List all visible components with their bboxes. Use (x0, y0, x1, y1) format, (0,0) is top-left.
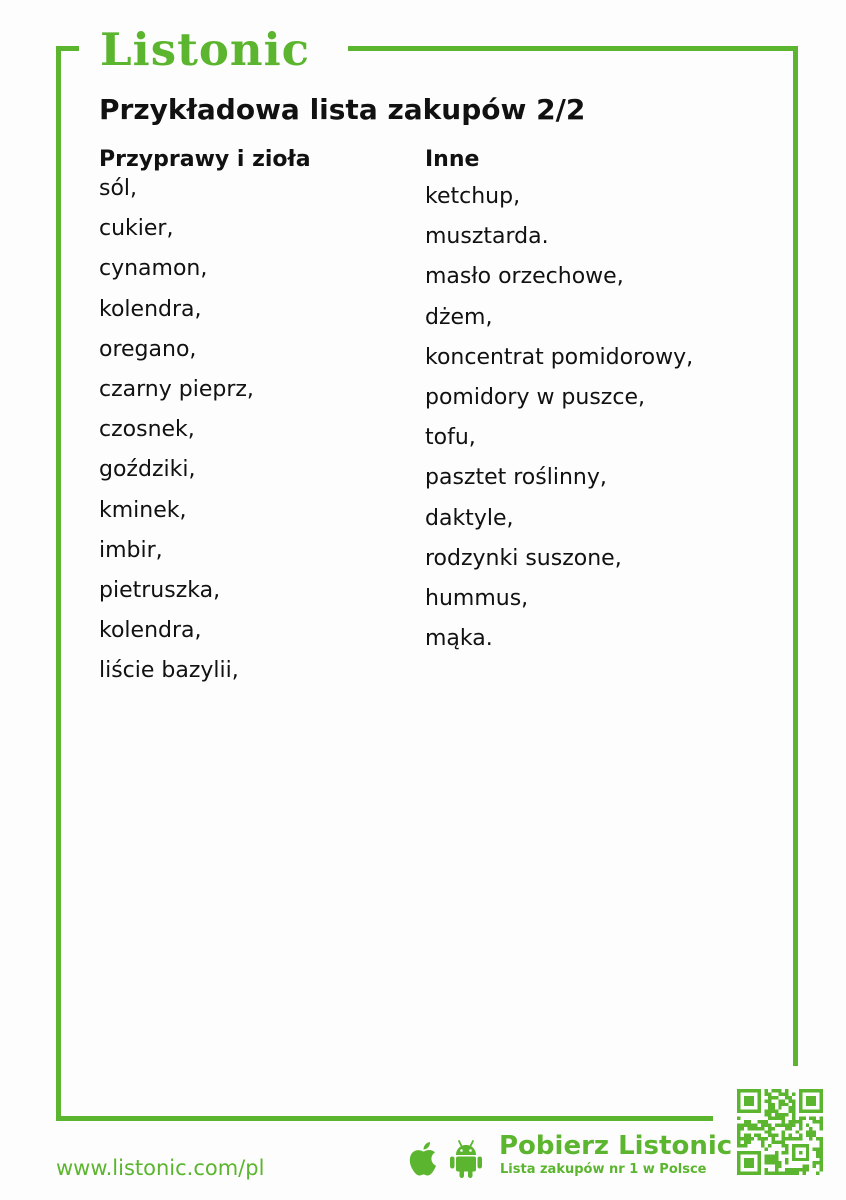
list-item: cukier, (99, 216, 174, 242)
frame-right (793, 46, 798, 1066)
list-item: czarny pieprz, (99, 377, 254, 403)
list-item: cynamon, (99, 256, 208, 282)
list-item: daktyle, (425, 505, 514, 531)
frame-left (56, 46, 61, 1121)
frame-top-right (348, 46, 798, 51)
list-item: oregano, (99, 336, 197, 362)
android-icon[interactable] (448, 1139, 484, 1179)
promo-subtitle: Lista zakupów nr 1 w Polsce (500, 1162, 707, 1177)
listonic-logo: Listonic (100, 23, 311, 76)
list-item: czosnek, (99, 417, 195, 443)
column-heading: Inne (425, 147, 480, 172)
website-link[interactable]: www.listonic.com/pl (56, 1156, 265, 1180)
list-item: pasztet roślinny, (425, 465, 607, 491)
page-title: Przykładowa lista zakupów 2/2 (99, 93, 586, 126)
list-item: koncentrat pomidorowy, (425, 344, 694, 370)
list-item: hummus, (425, 586, 529, 612)
list-item: imbir, (99, 537, 163, 563)
list-item: kolendra, (99, 296, 202, 322)
apple-icon[interactable] (407, 1141, 439, 1177)
list-item: rodzynki suszone, (425, 545, 622, 571)
list-item: tofu, (425, 425, 476, 451)
list-item: masło orzechowe, (425, 264, 624, 290)
promo-title: Pobierz Listonic (499, 1131, 733, 1161)
list-item: pomidory w puszce, (425, 385, 645, 411)
list-item: ketchup, (425, 184, 521, 209)
list-item: musztarda. (425, 224, 549, 250)
list-item: sól, (99, 176, 138, 201)
item-list (99, 169, 311, 692)
list-item: pietruszka, (99, 578, 221, 604)
spices-column (99, 145, 311, 692)
frame-bottom (56, 1116, 713, 1121)
column-heading: Przyprawy i zioła (99, 147, 311, 172)
list-item: mąka. (425, 626, 493, 652)
qr-code-icon[interactable] (737, 1089, 823, 1175)
list-item: kminek, (99, 497, 187, 523)
list-item: dżem, (425, 304, 493, 330)
list-item: liście bazylii, (99, 658, 239, 684)
list-item: kolendra, (99, 618, 202, 644)
item-list (425, 177, 693, 659)
other-column (425, 145, 693, 659)
list-item: goździki, (99, 457, 196, 483)
